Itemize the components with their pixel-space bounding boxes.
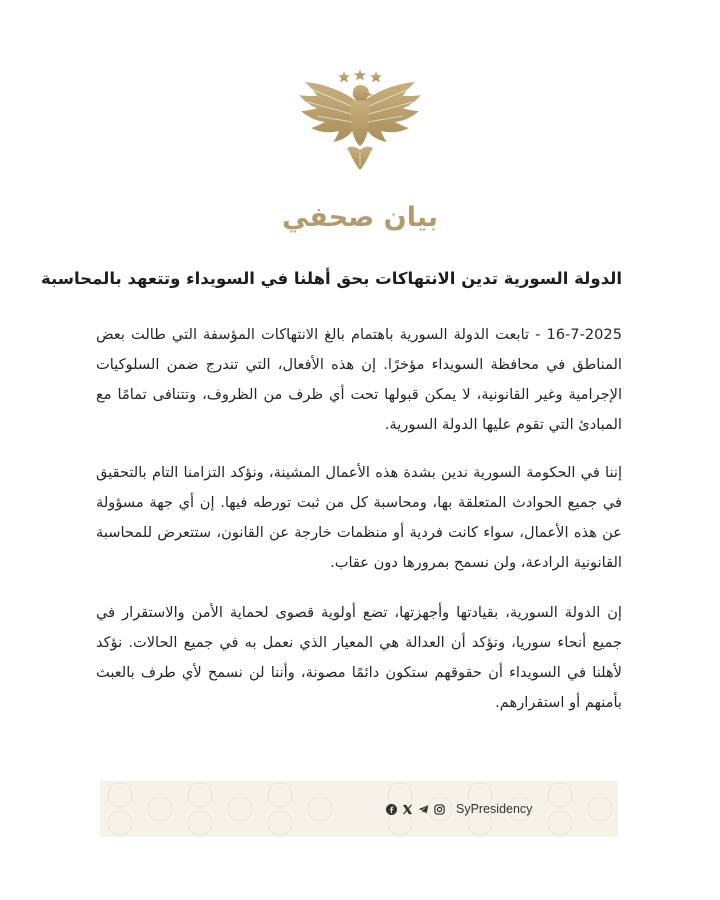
paragraph-1: 16-7-2025 - تابعت الدولة السورية باهتمام بالغ الانتهاكات المؤسفة التي طالت بعض المناطق في محافظة السويداء مؤخرًا. إن هذه الأفعال، التي تندرج ضمن السلوكيات الإجرامية وغير القانونية، لا يمكن قبولها تحت أي ظرف من الظروف، وتتنافى تمامًا مع المبادئ التي تقوم عليها الدولة السورية. [96,326,622,433]
instagram-icon[interactable] [434,804,445,815]
golden-eagle-emblem-icon [297,66,423,172]
x-icon[interactable] [402,804,413,815]
press-release-heading: بيان صحفي [281,202,439,233]
footer-band [100,781,618,837]
facebook-icon[interactable] [386,804,397,815]
press-release-title: الدولة السورية تدين الانتهاكات بحق أهلنا في السويداء وتتعهد بالمحاسبة [41,269,622,288]
telegram-icon[interactable] [418,804,429,815]
social-links [386,799,532,819]
decorative-pattern [100,781,618,837]
paragraph-2: إننا في الحكومة السورية ندين بشدة هذه الأعمال المشينة، ونؤكد التزامنا التام بالتحقيق في جميع الحوادث المتعلقة بها، ومحاسبة كل من ثبت تورطه فيها. إن أي جهة مسؤولة عن هذه الأعمال، سواء كانت فردية أو منظمات خارجة عن القانون، ستتعرض للمحاسبة القانونية الرادعة، ولن نسمح بمرورها دون عقاب. [96,464,622,571]
social-handle[interactable]: SyPresidency [456,802,533,816]
paragraph-3: إن الدولة السورية، بقيادتها وأجهزتها، تضع أولوية قصوى لحماية الأمن والاستقرار في جميع أنحاء سوريا، وتؤكد أن العدالة هي المعيار الذي نعمل به في جميع الحالات. نؤكد لأهلنا في السويداء أن حقوقهم ستكون دائمًا مصونة، وأننا لن نسمح لأي طرف بالعبث بأمنهم أو استقرارهم. [96,604,622,711]
